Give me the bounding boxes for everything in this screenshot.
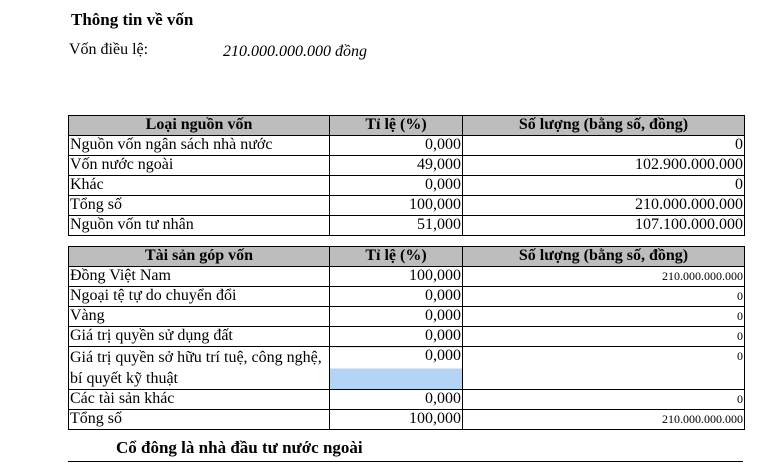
cell-amount: 0 [463,307,745,327]
capital-source-table [68,115,745,236]
cell-ratio: 0,000 [330,347,463,390]
cell-asset: Giá trị quyền sử dụng đất [69,327,330,347]
cell-amount: 0 [463,327,745,347]
cell-asset: Giá trị quyền sở hữu trí tuệ, công nghệ, bí quyết kỹ thuật [69,347,330,390]
cell-amount: 107.100.000.000 [463,216,745,236]
cell-ratio: 100,000 [330,196,463,216]
charter-capital-value: 210.000.000.000 đồng [223,43,367,60]
cell-asset: Vàng [69,307,330,327]
table-row [69,267,745,287]
cell-ratio: 0,000 [330,136,463,156]
cell-asset: Ngoại tệ tự do chuyển đổi [69,287,330,307]
table-row [69,307,745,327]
table-row [69,176,745,196]
cell-amount: 0 [463,176,745,196]
table-row [69,196,745,216]
cell-amount: 0 [463,347,745,390]
cell-ratio: 0,000 [330,287,463,307]
column-header: Số lượng (bằng số, đồng) [463,116,745,136]
column-header: Số lượng (bằng số, đồng) [463,247,745,267]
table-row [69,410,745,430]
table-header-row [69,247,745,267]
cell-ratio: 0,000 [330,390,463,410]
cell-ratio: 100,000 [330,410,463,430]
column-header: Tỉ lệ (%) [330,247,463,267]
table-row [69,327,745,347]
table-top-border [68,461,743,465]
table-row [69,347,745,390]
cell-ratio: 49,000 [330,156,463,176]
table-row [69,156,745,176]
cell-amount: 0 [463,287,745,307]
cell-ratio: 0,000 [330,176,463,196]
table-row [69,216,745,236]
cell-type: Nguồn vốn ngân sách nhà nước [69,136,330,156]
cell-amount: 210.000.000.000 [463,410,745,430]
cell-amount: 0 [463,390,745,410]
table-row [69,136,745,156]
charter-capital-label: Vốn điều lệ: [69,41,149,58]
cell-ratio: 0,000 [330,327,463,347]
cell-amount: 210.000.000.000 [463,196,745,216]
cell-amount: 0 [463,136,745,156]
column-header: Tỉ lệ (%) [330,116,463,136]
cell-asset: Tổng số [69,410,330,430]
section-title: Cổ đông là nhà đầu tư nước ngoài [116,438,363,457]
table-row [69,287,745,307]
cell-type: Tổng số [69,196,330,216]
cell-asset: Đồng Việt Nam [69,267,330,287]
column-header: Tài sản góp vốn [69,247,330,267]
cell-amount: 210.000.000.000 [463,267,745,287]
cell-ratio: 0,000 [330,307,463,327]
table-header-row [69,116,745,136]
cell-ratio: 100,000 [330,267,463,287]
column-header: Loại nguồn vốn [69,116,330,136]
cell-type: Nguồn vốn tư nhân [69,216,330,236]
cell-type: Vốn nước ngoài [69,156,330,176]
cell-amount: 102.900.000.000 [463,156,745,176]
cell-asset: Các tài sản khác [69,390,330,410]
cell-ratio: 51,000 [330,216,463,236]
contributed-assets-table [68,246,745,430]
table-row [69,390,745,410]
cell-type: Khác [69,176,330,196]
section-title: Thông tin về vốn [71,10,194,29]
